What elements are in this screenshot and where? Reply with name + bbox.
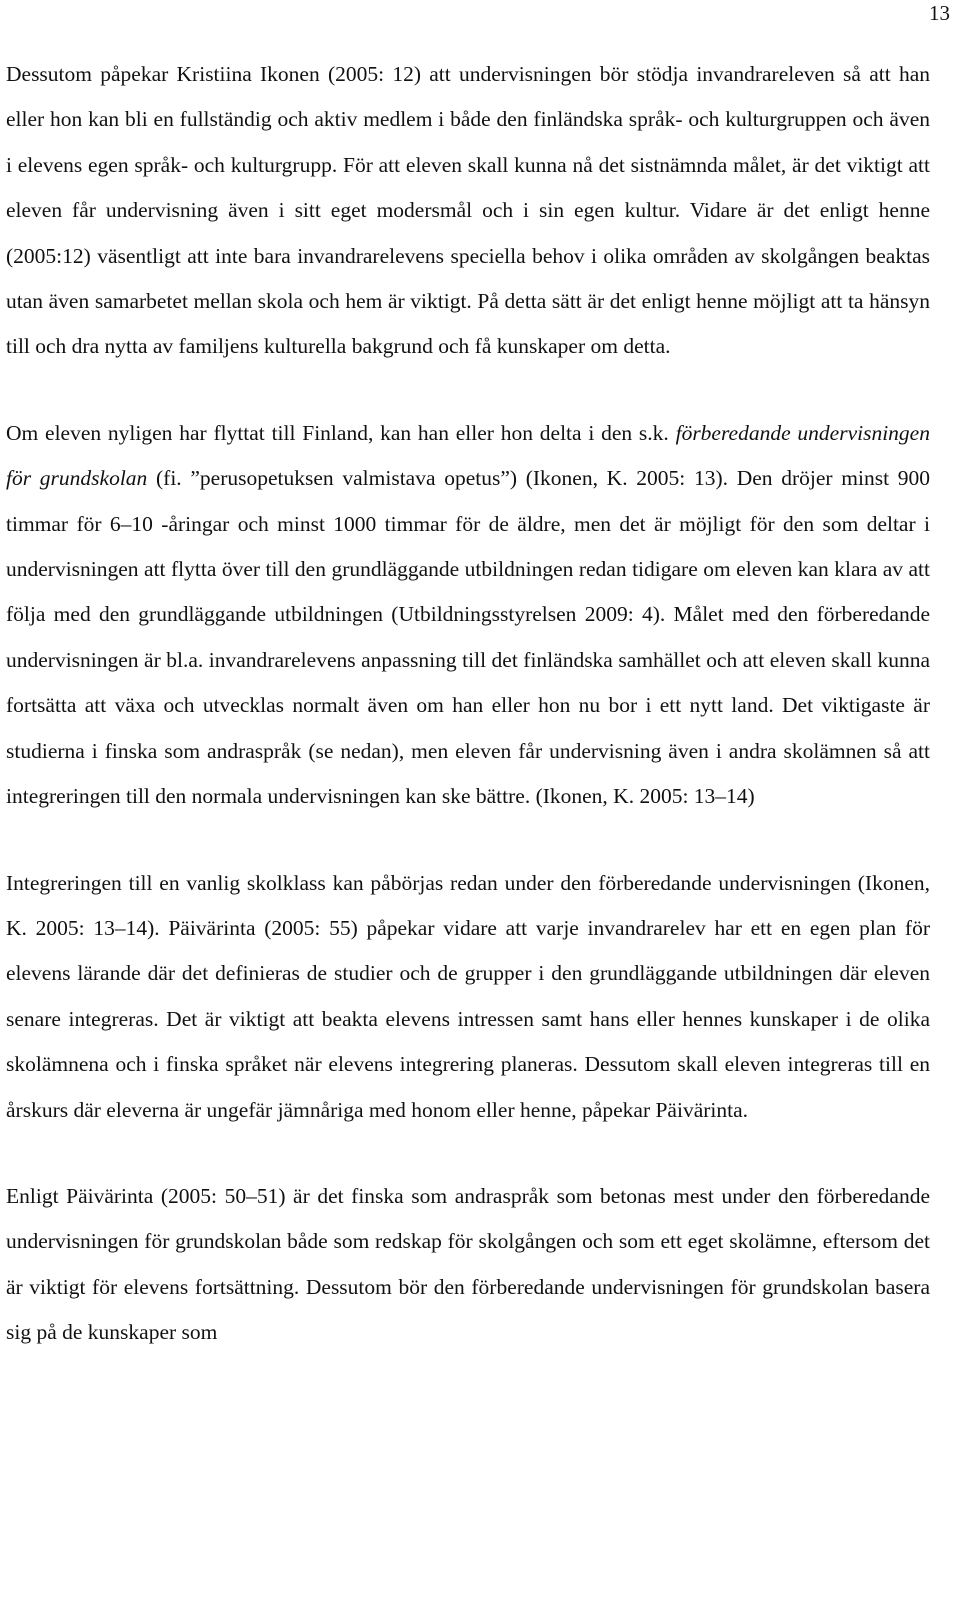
paragraph-3 bbox=[6, 861, 930, 1133]
page-number: 13 bbox=[929, 1, 950, 25]
paragraph-2-italic-term: förberedande undervisningen för grundskolan bbox=[6, 420, 930, 491]
paragraph-4-text: Enligt Päivärinta (2005: 50–51) är det finska som andraspråk som betonas mest under den förberedande undervisningen för grundskolan både som redskap för skolgången och som ett eget skolämne, eftersom det är viktigt för elevens fortsättning. Dessutom bör den förberedande undervisningen för grundskolan basera sig på de kunskaper som bbox=[6, 1183, 930, 1345]
paragraph-1 bbox=[6, 52, 930, 370]
paragraph-2-text-a: Om eleven nyligen har flyttat till Finland, kan han eller hon delta i den s.k. bbox=[6, 420, 676, 445]
paragraph-2 bbox=[6, 411, 930, 820]
document-body bbox=[6, 52, 930, 1356]
paragraph-4 bbox=[6, 1174, 930, 1356]
paragraph-1-text: Dessutom påpekar Kristiina Ikonen (2005: 12) att undervisningen bör stödja invandrareleven så att han eller hon kan bli en fullständig och aktiv medlem i både den finländska språk- och kulturgruppen och även i elevens egen språk- och kulturgrupp. För att eleven skall kunna nå det sistnämnda målet, är det viktigt att eleven får undervisning även i sitt eget modersmål och i sin egen kultur. Vidare är det enligt henne (2005:12) väsentligt att inte bara invandrarelevens speciella behov i olika områden av skolgången beaktas utan även samarbetet mellan skola och hem är viktigt. På detta sätt är det enligt henne möjligt att ta hänsyn till och dra nytta av familjens kulturella bakgrund och få kunskaper om detta. bbox=[6, 62, 930, 359]
paragraph-2-text-b: (fi. ”perusopetuksen valmistava opetus”) (Ikonen, K. 2005: 13). Den dröjer minst 900 timmar för 6–10 -åringar och minst 1000 timmar för de äldre, men det är möjligt för den som deltar i undervisningen att flytta över till den grundläggande utbildningen redan tidigare om eleven kan klara av att följa med den grundläggande utbildningen (Utbildningsstyrelsen 2009: 4). Målet med den förberedande undervisningen är bl.a. invandrarelevens anpassning till det finländska samhället och att eleven skall kunna fortsätta att växa och utvecklas normalt även om han eller hon nu bor i ett nytt land. Det viktigaste är studierna i finska som andraspråk (se nedan), men eleven får undervisning även i andra skolämnen så att integreringen till den normala undervisningen kan ske bättre. (Ikonen, K. 2005: 13–14) bbox=[6, 466, 930, 809]
paragraph-3-text: Integreringen till en vanlig skolklass kan påbörjas redan under den förberedande undervisningen (Ikonen, K. 2005: 13–14). Päivärinta (2005: 55) påpekar vidare att varje invandrarelev har ett en egen plan för elevens lärande där det definieras de studier och de grupper i den grundläggande utbildningen där eleven senare integreras. Det är viktigt att beakta elevens intressen samt hans eller hennes kunskaper i de olika skolämnena och i finska språket när elevens integrering planeras. Dessutom skall eleven integreras till en årskurs där eleverna är ungefär jämnåriga med honom eller henne, påpekar Päivärinta. bbox=[6, 870, 930, 1122]
